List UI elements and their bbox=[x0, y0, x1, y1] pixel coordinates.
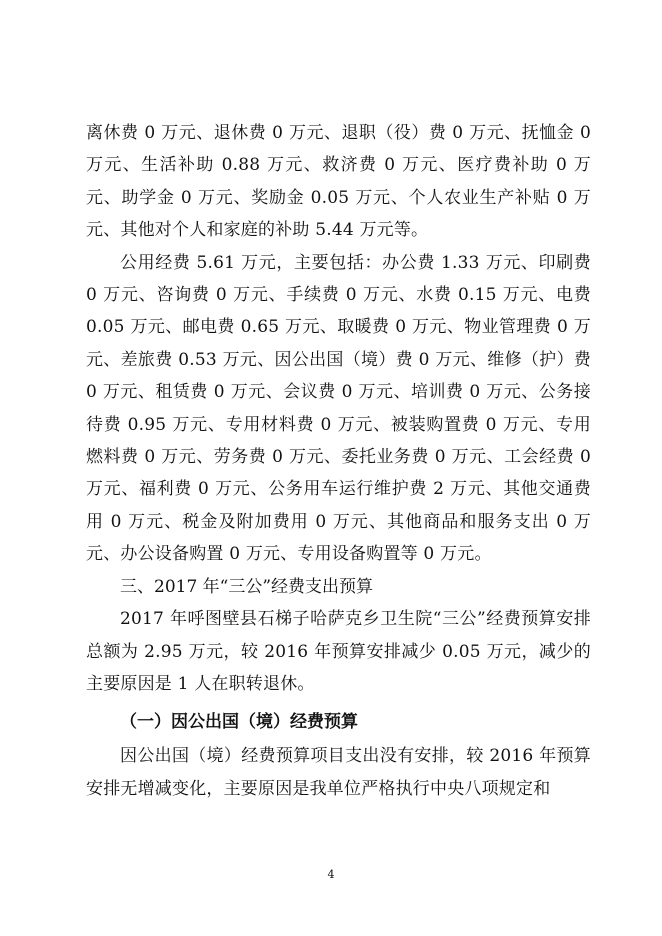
section-heading-three-public-expenses: 三、2017 年“三公”经费支出预算 bbox=[120, 576, 374, 597]
page-number: 4 bbox=[327, 868, 335, 881]
paragraph-section-three: 2017 年呼图壁县石梯子哈萨克乡卫生院“三公”经费预算安排总额为 2.95 万元，较 2016 年预算安排减少 0.05 万元，减少的主要原因是 1 人在职转退休。 bbox=[86, 609, 591, 694]
subsection-heading-overseas-travel: （一）因公出国（境）经费预算 bbox=[120, 712, 358, 733]
paragraph-public-expenses: 公用经费 5.61 万元，主要包括：办公费 1.33 万元、印刷费 0 万元、咨询费 0 万元、手续费 0 万元、水费 0.15 万元、电费 0.05 万元、邮电费 0.65 万元、取暖费 0 万元、物业管理费 0 万元、差旅费 0.53 万元、因公出国（境）费 0 万元、维修（护）费 0 万元、租赁费 0 万元、会议费 0 万元、培训费 0 万元、公务接待费 0.95 万元、专用材料费 0 万元、被装购置费 0 万元、专用燃料费 0 万元、劳务费 0 万元、委托业务费 0 万元、工会经费 0 万元、福利费 0 万元、公务用车运行维护费 2 万元、其他交通费用 0 万元、税金及附加费用 0 万元、其他商品和服务支出 0 万元、办公设备购置 0 万元、专用设备购置等 0 万元。 bbox=[86, 252, 591, 565]
paragraph-overseas-travel: 因公出国（境）经费预算项目支出没有安排，较 2016 年预算安排无增减变化，主要原因是我单位严格执行中央八项规定和 bbox=[86, 746, 591, 799]
paragraph-continued: 离休费 0 万元、退休费 0 万元、退职（役）费 0 万元、抚恤金 0 万元、生活补助 0.88 万元、救济费 0 万元、医疗费补助 0 万元、助学金 0 万元、奖励金 0.05 万元、个人农业生产补贴 0 万元、其他对个人和家庭的补助 5.44 万元等。 bbox=[86, 123, 591, 241]
document-body bbox=[86, 117, 591, 805]
